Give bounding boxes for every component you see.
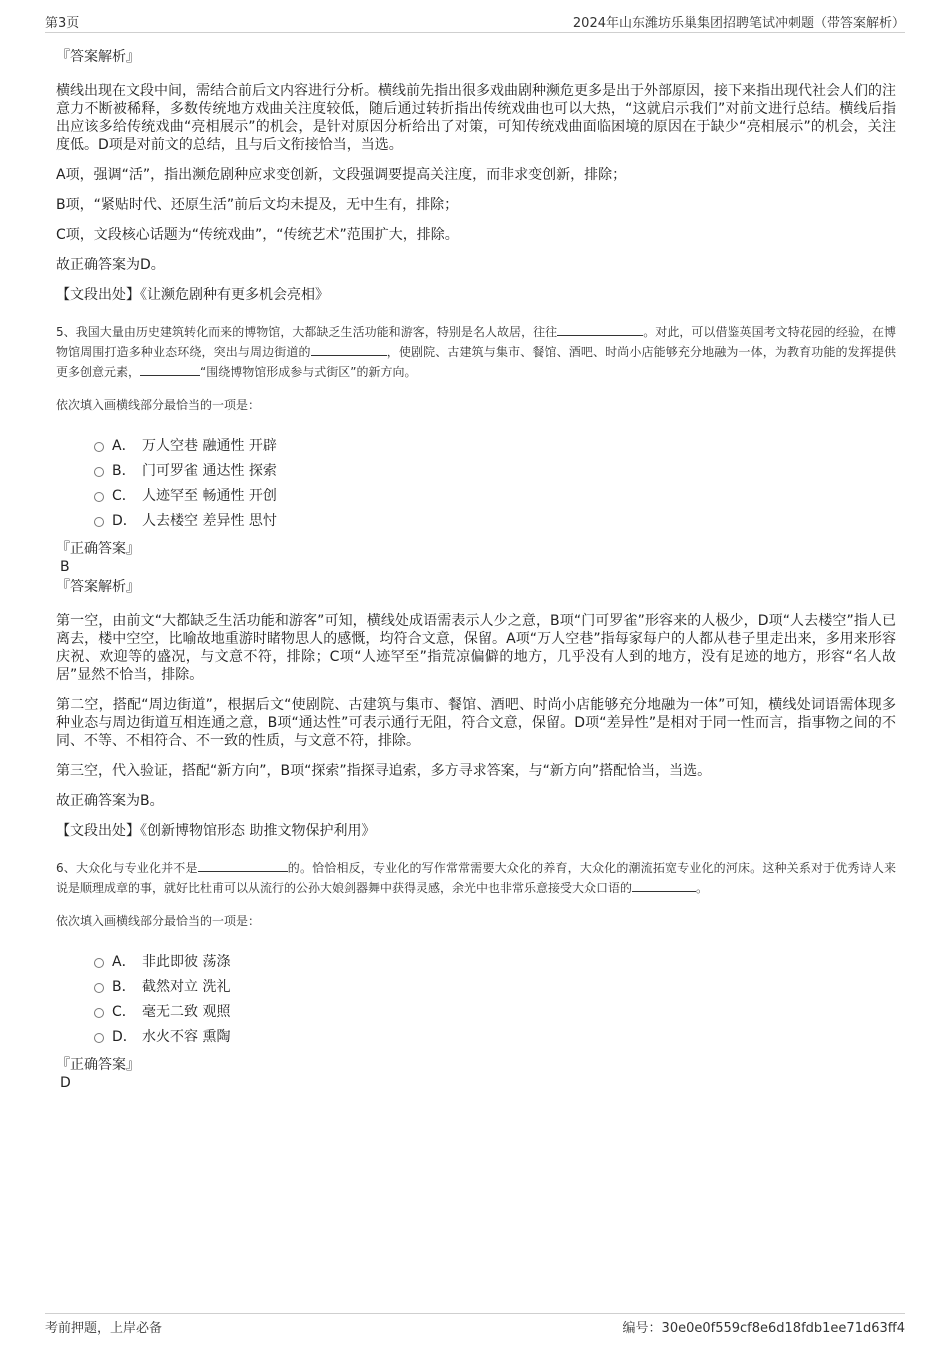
page-header	[45, 12, 905, 33]
question-6	[56, 858, 896, 1092]
radio-icon[interactable]	[94, 467, 104, 477]
document-title: 2024年山东潍坊乐巢集团招聘笔试冲刺题（带答案解析）	[572, 16, 905, 31]
option-b[interactable]: B． 截然对立 洗礼	[94, 973, 896, 998]
blank-1	[557, 323, 643, 336]
conclusion: 故正确答案为D。	[56, 257, 165, 273]
option-d[interactable]: D． 水火不容 熏陶	[94, 1023, 896, 1048]
conclusion: 故正确答案为B。	[56, 793, 164, 809]
option-b[interactable]: B． 门可罗雀 通达性 探索	[94, 457, 896, 482]
blank-2	[632, 879, 696, 892]
question-instruction: 依次填入画横线部分最恰当的一项是：	[56, 914, 261, 928]
analysis-paragraph: C项，文段核心话题为“传统戏曲”，“传统艺术”范围扩大，排除。	[56, 227, 459, 243]
correct-answer-label: 『正确答案』	[56, 1057, 140, 1073]
blank-3	[140, 363, 200, 376]
source-prefix: 【文段出处】	[56, 287, 140, 303]
document-code: 编号：30e0e0f559cf8e6d18fdb1ee71d63ff4	[622, 1320, 905, 1336]
option-a[interactable]: A． 非此即彼 荡涤	[94, 948, 896, 973]
source-prefix: 【文段出处】	[56, 823, 140, 839]
radio-icon[interactable]	[94, 983, 104, 993]
radio-icon[interactable]	[94, 958, 104, 968]
question-instruction: 依次填入画横线部分最恰当的一项是：	[56, 398, 261, 412]
analysis-label: 『答案解析』	[56, 579, 140, 595]
radio-icon[interactable]	[94, 442, 104, 452]
options-list	[94, 948, 896, 1048]
radio-icon[interactable]	[94, 1033, 104, 1043]
source-title: 《创新博物馆形态 助推文物保护利用》	[140, 823, 376, 839]
analysis-paragraph: 横线出现在文段中间，需结合前后文内容进行分析。横线前先指出很多戏曲剧种濒危更多是出于外部原因，接下来指出现代社会人们的注意力不断被稀释，多数传统地方戏曲关注度较低，随后通过转折指出传统戏曲也可以大热，“这就启示我们”对前文进行总结。横线后指出应该多给传统戏曲“亮相展示”的机会，是针对原因分析给出了对策，可知传统戏曲面临困境的原因在于缺少“亮相展示”的机会，关注度低。D项是对前文的总结，且与后文衔接恰当，当选。	[56, 83, 896, 153]
page-number: 第3页	[45, 16, 80, 31]
source-title: 《让濒危剧种有更多机会亮相》	[140, 287, 329, 303]
option-c[interactable]: C． 人迹罕至 畅通性 开创	[94, 482, 896, 507]
analysis-paragraph: 第三空，代入验证，搭配“新方向”，B项“探索”指探寻追索，多方寻求答案，与“新方向”搭配恰当，当选。	[56, 763, 712, 779]
analysis-paragraph: 第二空，搭配“周边街道”，根据后文“使剧院、古建筑与集市、餐馆、酒吧、时尚小店能够充分地融为一体”可知，横线处词语需体现多种业态与周边街道互相连通之意，B项“通达性”可表示通行无阻，符合文意，保留。D项“差异性”是相对于同一性而言，指事物之间的不同、不等、不相符合、不一致的性质，与文意不符，排除。	[56, 697, 896, 749]
analysis-paragraph: B项，“紧贴时代、还原生活”前后文均未提及，无中生有，排除；	[56, 197, 459, 213]
source-line	[56, 286, 896, 304]
option-c[interactable]: C． 毫无二致 观照	[94, 998, 896, 1023]
options-list	[94, 432, 896, 532]
option-a[interactable]: A． 万人空巷 融通性 开辟	[94, 432, 896, 457]
radio-icon[interactable]	[94, 517, 104, 527]
page-footer	[45, 1313, 905, 1338]
radio-icon[interactable]	[94, 1008, 104, 1018]
correct-answer: B	[60, 559, 70, 575]
blank-1	[198, 859, 288, 872]
question-text: 6、大众化与专业化并不是 的。恰恰相反，专业化的写作常常需要大众化的养育，大众化的潮流拓宽专业化的河床。这种关系对于优秀诗人来说是顺理成章的事，就好比杜甫可以从流行的公孙大娘剑器舞中获得灵感，余光中也非常乐意接受大众口语的 。	[56, 861, 896, 895]
footer-slogan: 考前押题，上岸必备	[45, 1320, 163, 1336]
analysis-label: 『答案解析』	[56, 49, 140, 65]
radio-icon[interactable]	[94, 492, 104, 502]
question-5	[56, 322, 896, 840]
analysis-paragraph: 第一空，由前文“大都缺乏生活功能和游客”可知，横线处成语需表示人少之意，B项“门可罗雀”形容来的人极少，D项“人去楼空”指人已离去，楼中空空，比喻故地重游时睹物思人的感慨，均符合文意，保留。A项“万人空巷”指每家每户的人都从巷子里走出来，多用来形容庆祝、欢迎等的盛况，与文意不符，排除；C项“人迹罕至”指荒凉偏僻的地方，几乎没有人到的地方，没有足迹的地方，形容“名人故居”显然不恰当，排除。	[56, 613, 896, 683]
analysis-paragraph: A项，强调“活”，指出濒危剧种应求变创新，文段强调要提高关注度，而非求变创新，排除；	[56, 167, 627, 183]
correct-answer: D	[60, 1075, 71, 1091]
page-content	[56, 48, 896, 1094]
blank-2	[311, 343, 387, 356]
source-line	[56, 822, 896, 840]
question-text: 5、我国大量由历史建筑转化而来的博物馆，大都缺乏生活功能和游客，特别是名人故居，往往 。对此，可以借鉴英国考文特花园的经验，在博物馆周围打造多种业态环绕，突出与周边街道的 ，使剧院、古建筑与集市、餐馆、酒吧、时尚小店能够充分地融为一体，为教育功能的发挥提供更多创意元素， “围绕博物馆形成参与式街区”的新方向。	[56, 325, 896, 379]
correct-answer-label: 『正确答案』	[56, 541, 140, 557]
option-d[interactable]: D． 人去楼空 差异性 思忖	[94, 507, 896, 532]
q4-analysis-section	[56, 48, 896, 304]
